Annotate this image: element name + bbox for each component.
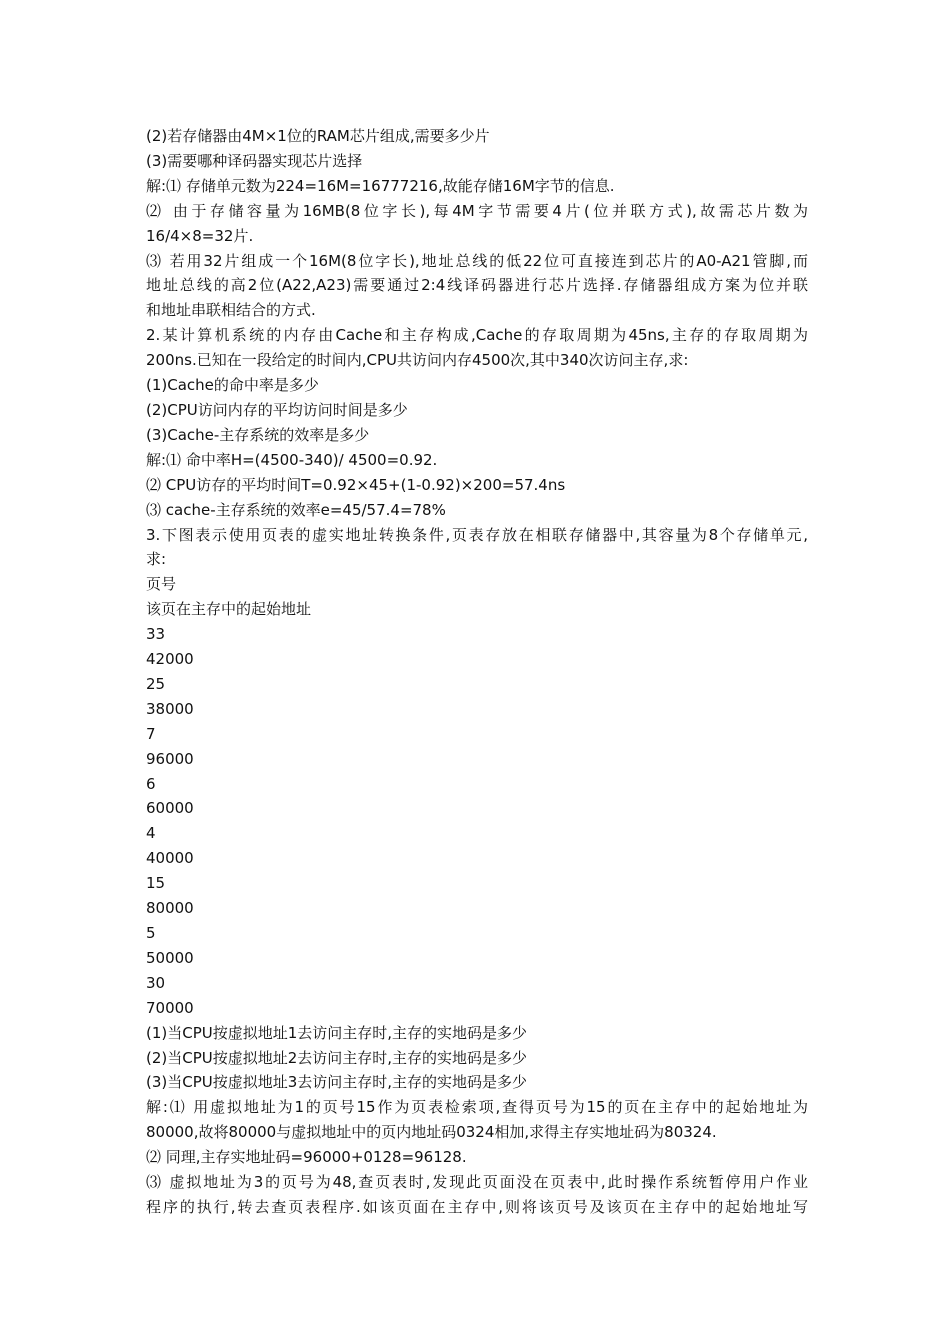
table-cell: 页号 [146,575,177,594]
document-page [146,124,808,1220]
table-cell: 96000 [146,749,194,768]
text-line: ⑵ CPU访存的平均时间T=0.92×45+(1-0.92)×200=57.4ns [146,475,566,494]
text-line: 解:⑴ 用虚拟地址为1的页号15作为页表检索项,查得页号为15的页在主存中的起始地址为 [146,1098,808,1117]
text-line: ⑶ cache-主存系统的效率e=45/57.4=78% [146,500,446,519]
table-cell: 33 [146,625,166,644]
text-line: 80000,故将80000与虚拟地址中的页内地址码0324相加,求得主存实地址码为80324. [146,1123,717,1142]
text-line: 求: [146,550,167,569]
table-cell: 30 [146,973,166,992]
text-line: 200ns.已知在一段给定的时间内,CPU共访问内存4500次,其中340次访问主存,求: [146,351,689,370]
text-line: 3.下图表示使用页表的虚实地址转换条件,页表存放在相联存储器中,其容量为8个存储单元, [146,525,808,544]
text-line: (2)当CPU按虚拟地址2去访问主存时,主存的实地码是多少 [146,1048,528,1067]
text-line: 解:⑴ 存储单元数为224=16M=16777216,故能存储16M字节的信息. [146,176,615,195]
text-line: 2.某计算机系统的内存由Cache和主存构成,Cache的存取周期为45ns,主存的存取周期为 [146,326,808,345]
table-cell: 5 [146,924,156,942]
text-line: ⑵ 同理,主存实地址码=96000+0128=96128. [146,1148,467,1167]
table-cell: 该页在主存中的起始地址 [146,600,312,619]
text-line: (2)CPU访问内存的平均访问时间是多少 [146,400,408,419]
text-line: ⑶ 若用32片组成一个16M(8位字长),地址总线的低22位可直接连到芯片的A0-A21管脚,而 [146,251,808,270]
text-line: 16/4×8=32片. [146,226,254,245]
table-cell: 40000 [146,849,194,868]
table-cell: 7 [146,724,156,743]
table-cell: 60000 [146,799,194,818]
text-line: (1)Cache的命中率是多少 [146,376,319,395]
table-cell: 6 [146,774,156,793]
text-line: 程序的执行,转去查页表程序.如该页面在主存中,则将该页号及该页在主存中的起始地址写 [146,1197,808,1216]
table-cell: 15 [146,874,166,893]
text-line: (1)当CPU按虚拟地址1去访问主存时,主存的实地码是多少 [146,1023,528,1042]
text-line: 地址总线的高2位(A22,A23)需要通过2:4线译码器进行芯片选择.存储器组成方案为位并联 [146,276,808,295]
table-cell: 70000 [146,998,194,1017]
text-line: (3)当CPU按虚拟地址3去访问主存时,主存的实地码是多少 [146,1073,528,1092]
text-line: 解:⑴ 命中率H=(4500-340)/ 4500=0.92. [146,450,438,469]
table-cell: 25 [146,674,166,693]
text-line: (3)需要哪种译码器实现芯片选择 [146,151,363,170]
table-cell: 42000 [146,650,194,669]
table-cell: 38000 [146,699,194,718]
text-line: ⑶ 虚拟地址为3的页号为48,查页表时,发现此页面没在页表中,此时操作系统暂停用户作业 [146,1173,808,1192]
text-line: (3)Cache-主存系统的效率是多少 [146,425,370,444]
table-cell: 80000 [146,899,194,918]
table-cell: 4 [146,824,156,843]
text-line: (2)若存储器由4M×1位的RAM芯片组成,需要多少片 [146,127,490,145]
table-cell: 50000 [146,948,194,967]
text-line: 和地址串联相结合的方式. [146,301,316,320]
text-line: ⑵ 由于存储容量为16MB(8位字长),每4M字节需要4片(位并联方式),故需芯片数为 [146,201,808,220]
